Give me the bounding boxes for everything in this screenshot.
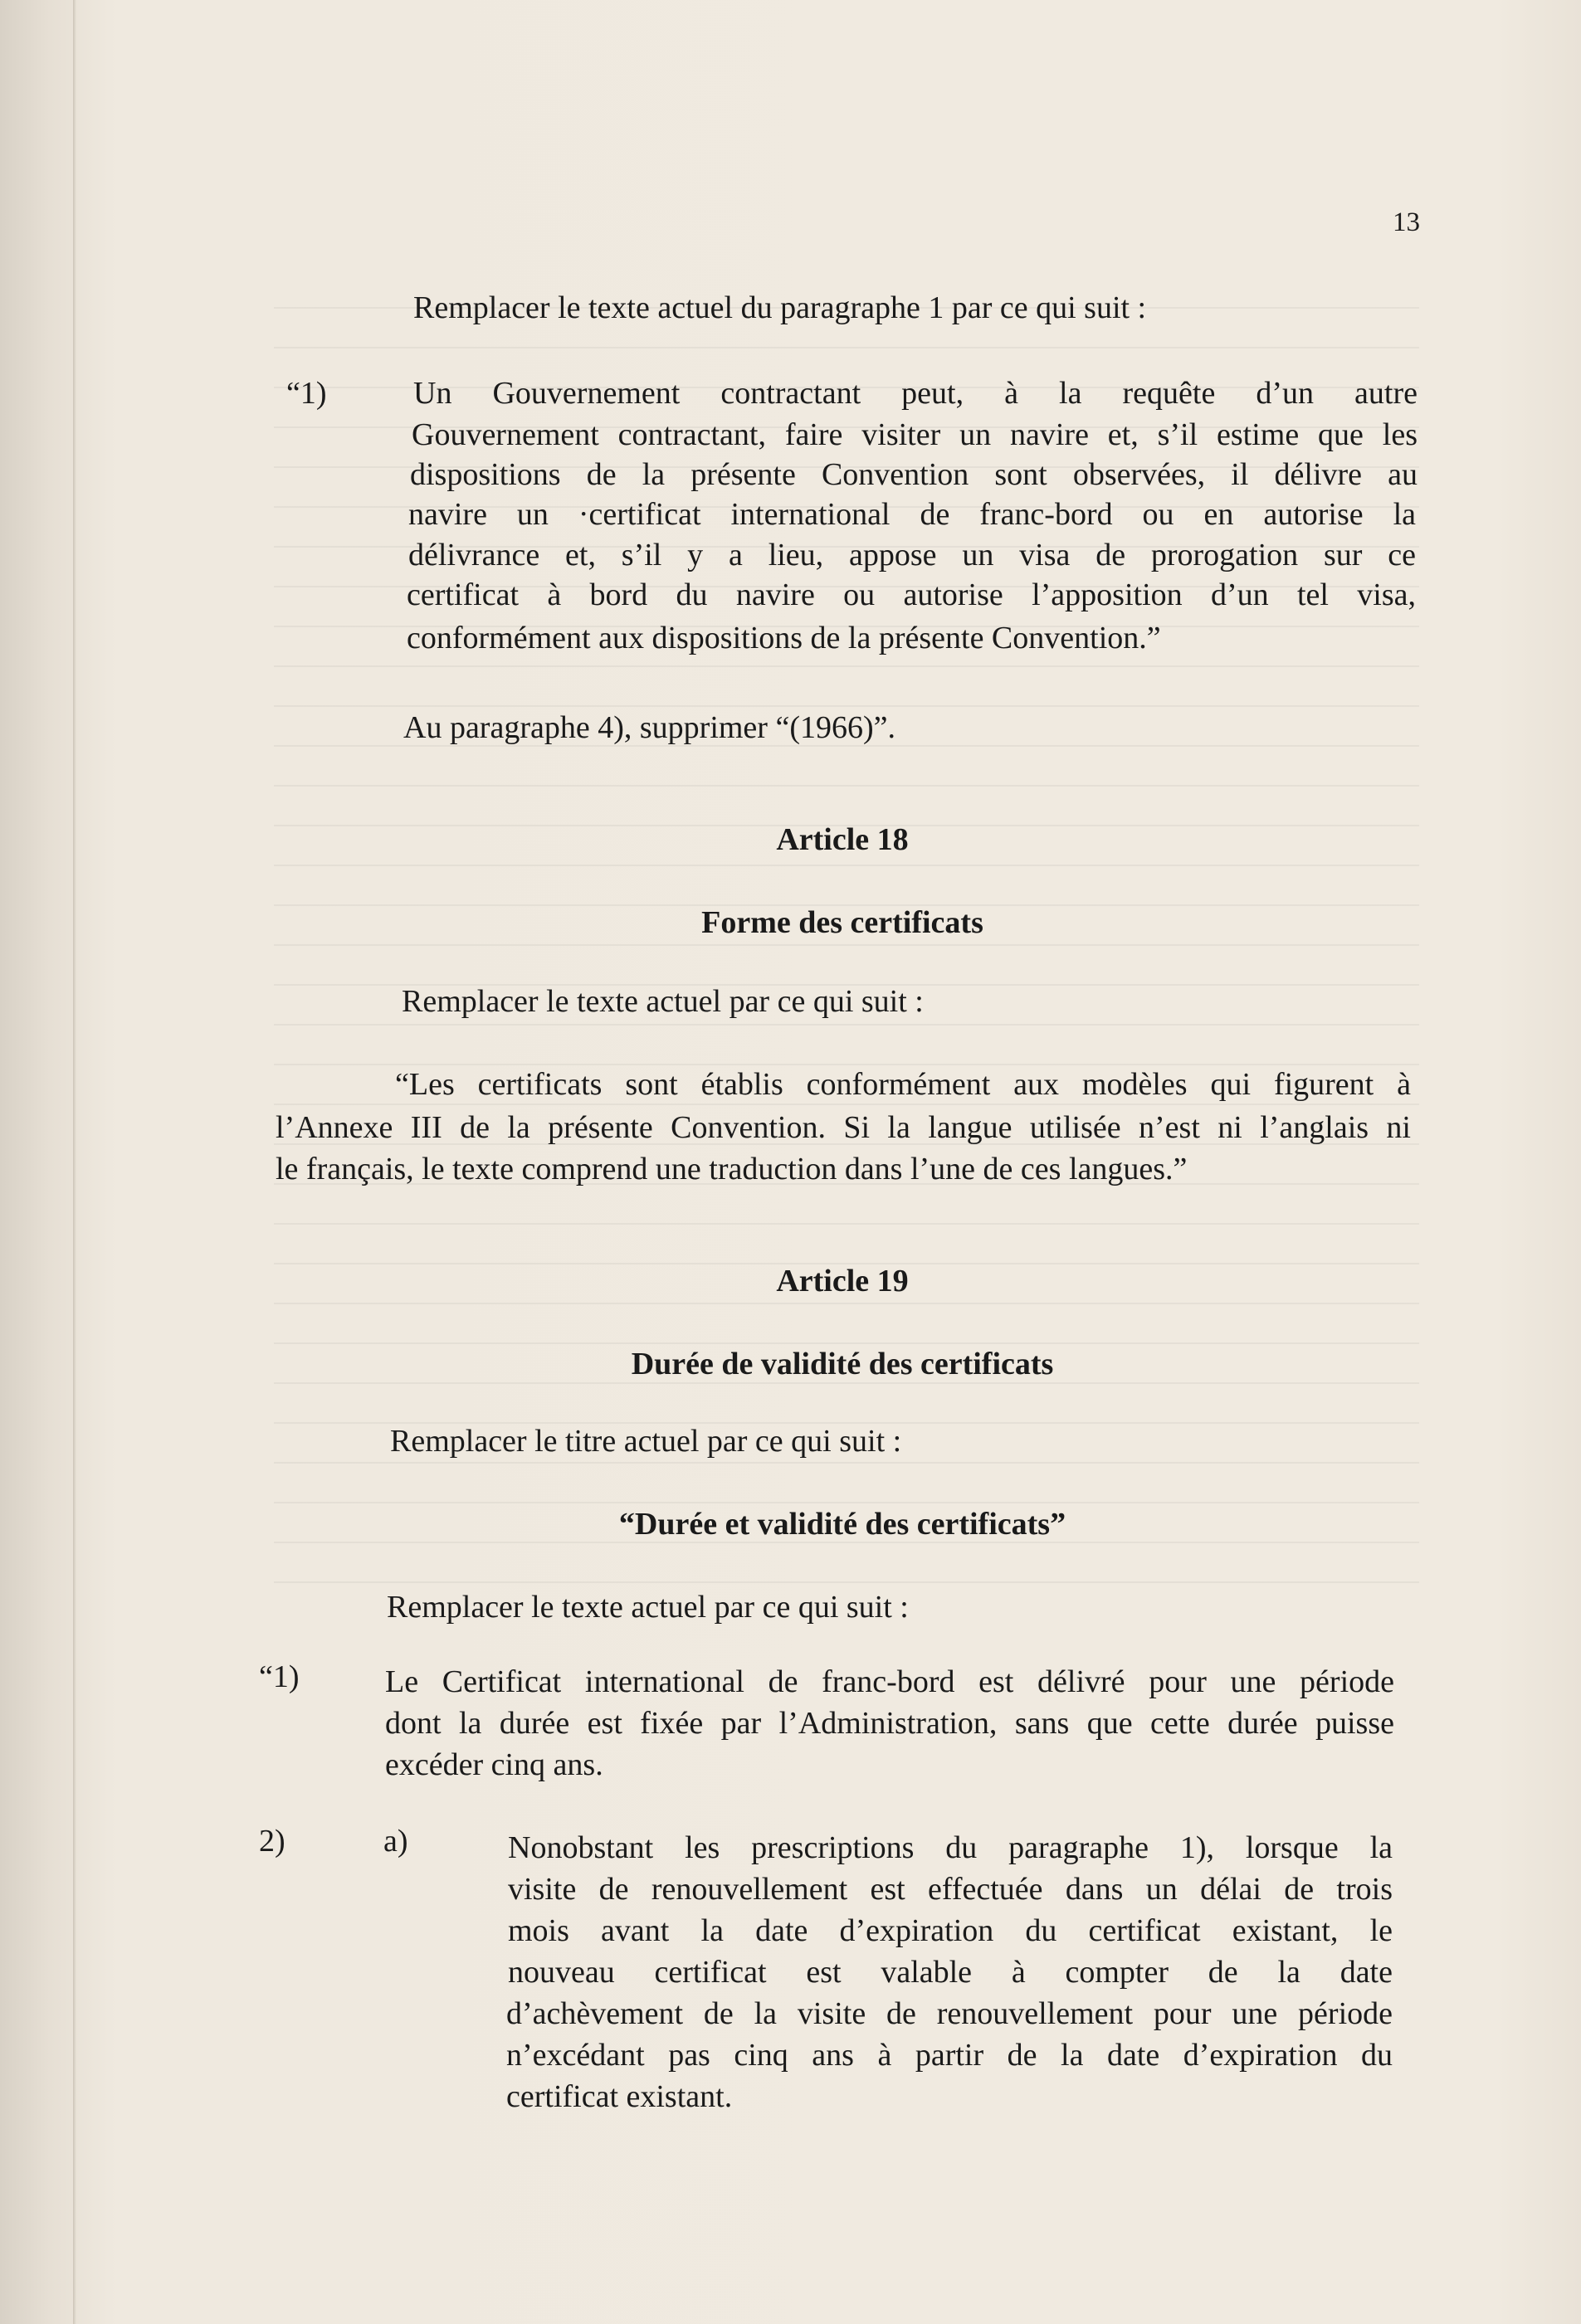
article-19-item-2a-letter: a)	[383, 1824, 408, 1859]
block1-line-4: navire un ·certificat international de franc-bord ou en autorise la	[408, 497, 1416, 532]
article-19-title: Durée de validité des certificats	[631, 1347, 1054, 1381]
block1-line-2: Gouvernement contractant, faire visiter un navire et, s’il estime que les	[412, 417, 1418, 452]
article-19-item-2-number: 2)	[259, 1824, 285, 1859]
article-19-item-2a-line-5: d’achèvement de la visite de renouvellement pour une période	[506, 1996, 1393, 2031]
article-18-line-1: “Les certificats sont établis conformément aux modèles qui figurent à	[395, 1067, 1411, 1102]
article-18-intro: Remplacer le texte actuel par ce qui suit :	[402, 984, 924, 1019]
article-18-line-2: l’Annexe III de la présente Convention. Si la langue utilisée n’est ni l’anglais ni	[276, 1110, 1411, 1145]
article-19-item-2a-line-2: visite de renouvellement est effectuée dans un délai de trois	[508, 1872, 1393, 1907]
block1-line-7: conformément aux dispositions de la présente Convention.”	[407, 621, 1161, 655]
binding-gutter	[73, 0, 76, 2324]
block1-item-number: “1)	[286, 376, 327, 411]
article-19-item-1-number: “1)	[259, 1659, 300, 1694]
block1-line-5: délivrance et, s’il y a lieu, appose un visa de prorogation sur ce	[408, 538, 1416, 572]
article-19-new-title: “Durée et validité des certificats”	[618, 1507, 1066, 1542]
article-19-item-2a-line-7: certificat existant.	[506, 2079, 733, 2114]
page-number: 13	[1393, 207, 1420, 237]
article-19-intro-text: Remplacer le texte actuel par ce qui suit :	[387, 1590, 909, 1625]
article-19-item-1-line-3: excéder cinq ans.	[385, 1747, 603, 1782]
article-19-item-2a-line-3: mois avant la date d’expiration du certificat existant, le	[508, 1913, 1393, 1948]
block1-line-6: certificat à bord du navire ou autorise l’apposition d’un tel visa,	[407, 577, 1416, 612]
block1-intro: Remplacer le texte actuel du paragraphe 1 par ce qui suit :	[413, 290, 1147, 325]
article-19-item-2a-line-4: nouveau certificat est valable à compter de la date	[508, 1955, 1393, 1990]
article-19-intro-title: Remplacer le titre actuel par ce qui suit :	[390, 1424, 902, 1459]
article-18-heading: Article 18	[776, 822, 909, 857]
article-18-line-3: le français, le texte comprend une traduction dans l’une de ces langues.”	[276, 1152, 1188, 1186]
article-19-item-1-line-2: dont la durée est fixée par l’Administration, sans que cette durée puisse	[385, 1706, 1394, 1741]
article-19-item-2a-line-1: Nonobstant les prescriptions du paragraphe 1), lorsque la	[508, 1830, 1393, 1865]
block1-paragraph-4: Au paragraphe 4), supprimer “(1966)”.	[403, 710, 895, 745]
article-19-item-2a-line-6: n’excédant pas cinq ans à partir de la date d’expiration du	[506, 2038, 1393, 2073]
article-19-heading: Article 19	[776, 1264, 909, 1298]
block1-line-1: Un Gouvernement contractant peut, à la requête d’un autre	[413, 376, 1418, 411]
block1-line-3: dispositions de la présente Convention sont observées, il délivre au	[410, 457, 1418, 492]
article-19-item-1-line-1: Le Certificat international de franc-bord est délivré pour une période	[385, 1664, 1394, 1699]
article-18-title: Forme des certificats	[701, 905, 983, 940]
